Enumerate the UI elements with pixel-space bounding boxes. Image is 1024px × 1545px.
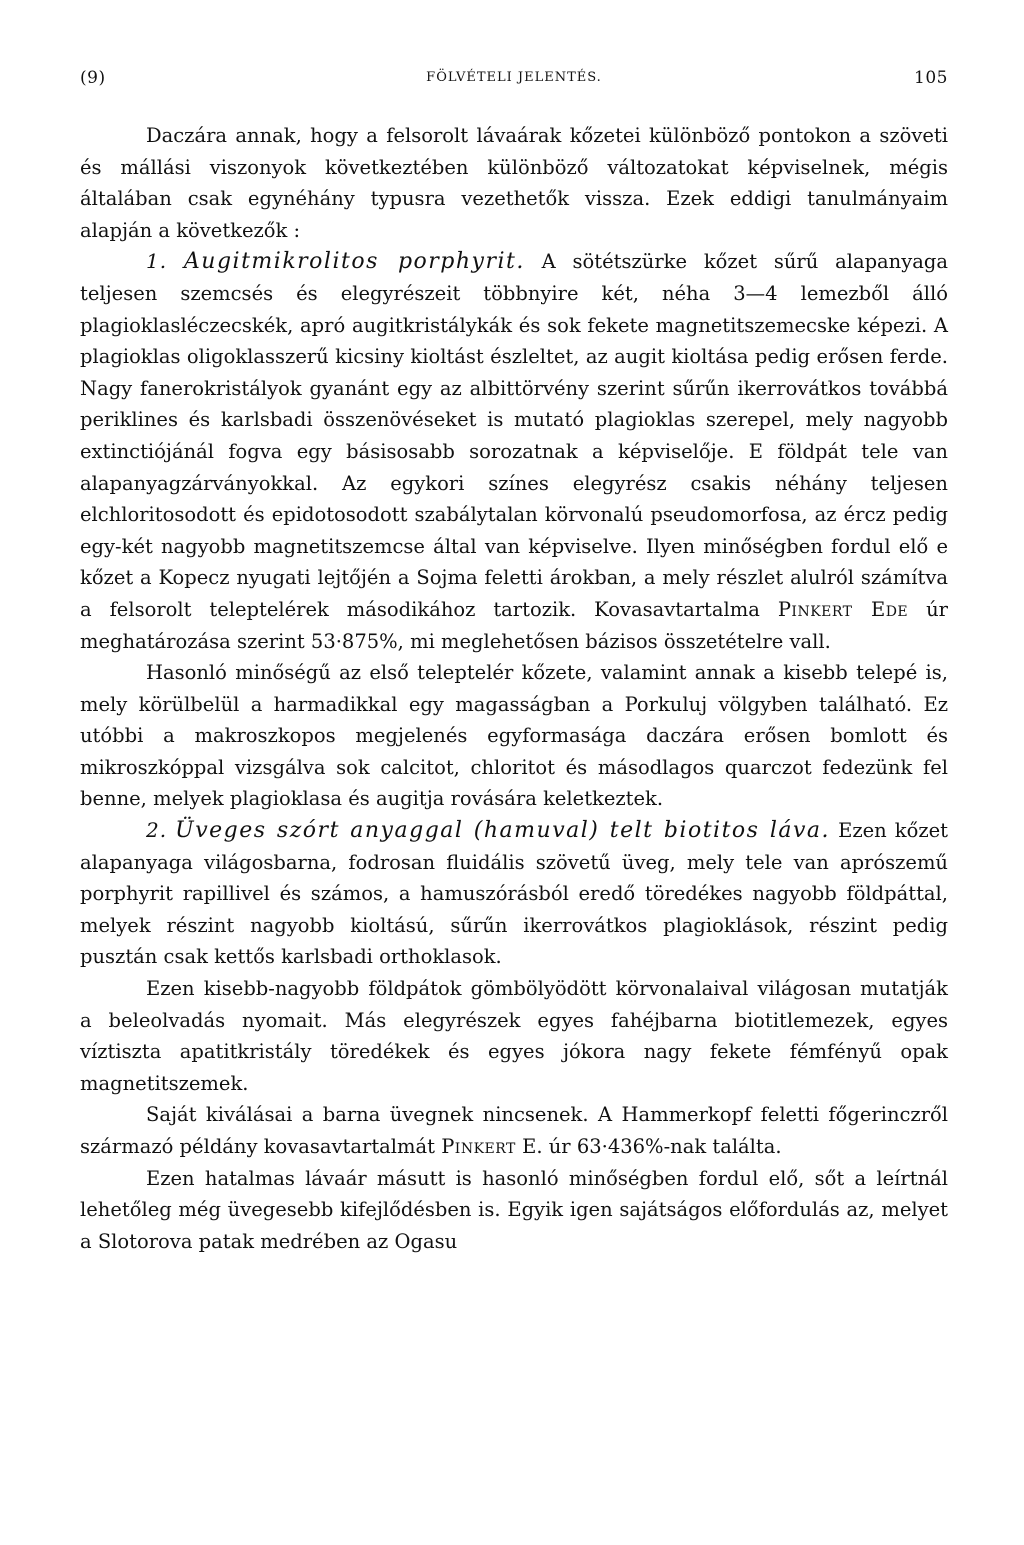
running-title: FÖLVÉTELI JELENTÉS. bbox=[426, 70, 602, 85]
paragraph-text: úr meghatározása szerint 53·875%, mi meglehetősen bázisos összetételre vall. bbox=[80, 597, 948, 653]
paragraph-silica-content bbox=[80, 1099, 948, 1162]
paragraph-text: Saját kiválásai a barna üvegnek nincsenek. A Hammerkopf feletti főgerinczről származó példány kovasavtartalmát bbox=[80, 1103, 948, 1158]
section-heading: Üveges szórt anyaggal (hamuval) telt biotitos láva. bbox=[175, 818, 831, 844]
paragraph-text: E. úr 63·436%-nak találta. bbox=[515, 1135, 782, 1158]
running-header bbox=[80, 68, 948, 96]
paragraph-lava-flow: Ezen hatalmas lávaár másutt is hasonló minőségben fordul elő, sőt a leírtnál lehetőleg még üvegesebb kifejlődésben is. Egyik igen sajátságos előfordulás az, melyet a Slotorova patak medrében az Ogasu bbox=[80, 1166, 948, 1253]
paragraph-biotitos-lava bbox=[80, 815, 948, 973]
paragraph-augitmikrolitos bbox=[80, 246, 948, 657]
page-number: 105 bbox=[914, 68, 948, 88]
document-page bbox=[80, 68, 948, 1257]
page-marker: (9) bbox=[80, 68, 106, 88]
paragraph-text: A sötétszürke kőzet sűrű alapanyaga teljesen szemcsés és elegyrészeit többnyire két, néha 3—4 lemezből álló plagioklasléczecskék, apró augitkristálykák és sok fekete magnetitszemecske képezi. A plagioklas oligoklasszerű kicsiny kioltást észleltet, az augit kioltása pedig erősen ferde. Nagy fanerokristályok gyanánt egy az albittörvény szerint sűrűn ikerrovátkos továbbá periklines és karlsbadi összenövéseket is mutató plagioklas szerepel, mely nagyobb extinctiójánál fogva egy básisosabb sorozatnak a képviselője. E földpát tele van alapanyagzárványokkal. Az egykori színes elegyrész csakis néhány teljesen elchloritosodott és epidotosodott szabálytalan körvonalú pseudomorfosa, az ércz pedig egy-két nagyobb magnetitszemcse által van képviselve. Ilyen minőségben fordul elő e kőzet a Kopecz nyugati lejtőjén a Sojma feletti árokban, a mely részlet alulról számítva a felsorolt teleptelérek másodikához tartozik. Kovasavtartalma bbox=[80, 250, 948, 621]
paragraph-intro: Daczára annak, hogy a felsorolt lávaárak kőzetei különböző pontokon a szöveti és mállási viszonyok következtében különböző változatokat képviselnek, mégis általában csak egynéhány typusra vezethetők vissza. Ezek eddigi tanulmányaim alapján a következők : bbox=[80, 124, 948, 242]
person-name: Pinkert Ede bbox=[777, 597, 909, 621]
section-number: 2. bbox=[146, 818, 168, 843]
section-heading: Augitmikrolitos porphyrit. bbox=[183, 249, 525, 275]
person-name: Pinkert bbox=[441, 1135, 516, 1158]
paragraph-feldspars: Ezen kisebb-nagyobb földpátok gömbölyödött körvonalaival világosan mutatják a beleolvadás nyomait. Más elegyrészek egyes fahéjbarna biotitlemezek, egyes víztiszta apatitkristály töredékek és egyes jókora nagy fekete fémfényű opak magnetitszemek. bbox=[80, 977, 948, 1095]
paragraph-text: Ezen kőzet alapanyaga világosbarna, fodrosan fluidális szövetű üveg, mely tele van aprószemű porphyrit rapillivel és számos, a hamuszórásból eredő töredékes nagyobb földpáttal, melyek részint nagyobb kioltású, sűrűn ikerrovátkos plagioklások, részint pedig pusztán csak kettős karlsbadi orthoklasok. bbox=[80, 819, 948, 969]
paragraph-similar-rocks: Hasonló minőségű az első teleptelér kőzete, valamint annak a kisebb telepé is, mely körülbelül a harmadikkal egy magasságban a Porkuluj völgyben található. Ez utóbbi a makroszkopos megjelenés egyformasága daczára erősen bomlott és mikroszkóppal vizsgálva sok calcitot, chloritot és másodlagos quarczot fedezünk fel benne, melyek plagioklasa és augitja rovására keletkeztek. bbox=[80, 661, 948, 811]
body-text bbox=[80, 120, 948, 1257]
section-number: 1. bbox=[146, 249, 168, 274]
